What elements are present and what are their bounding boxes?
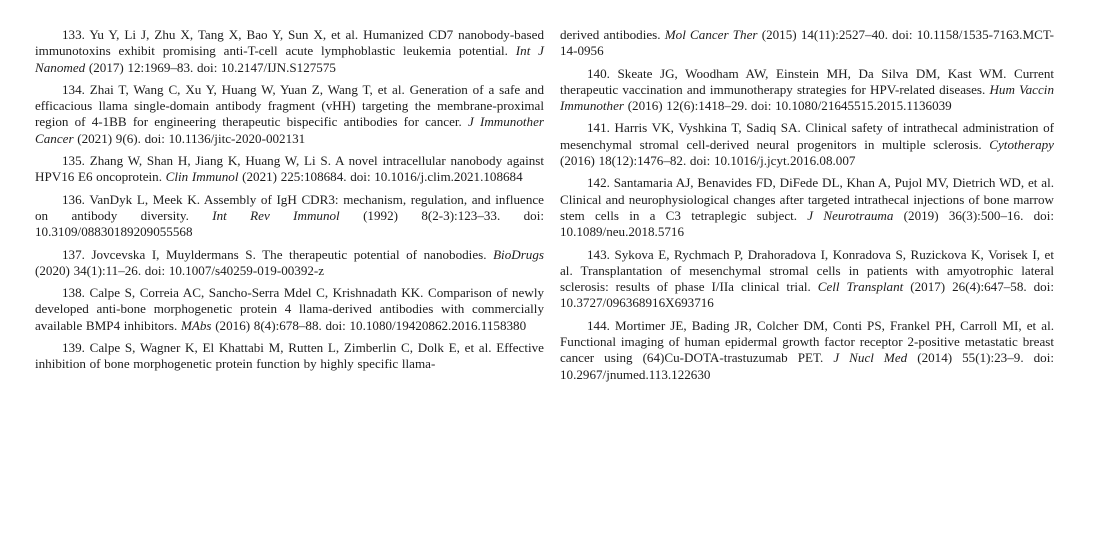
reference-item	[35, 192, 544, 241]
reference-text: (2016) 18(12):1476–82. doi: 10.1016/j.jcyt.2016.08.007	[560, 153, 856, 169]
reference-item	[560, 175, 1054, 240]
journal-name: J Neurotrauma	[807, 207, 894, 223]
journal-name: J Immunother Cancer	[35, 114, 544, 146]
reference-text: 143. Sykova E, Rychmach P, Drahoradova I, Konradova S, Ruzickova K, Vorisek I, et al. Transplantation of mesenchymal stromal cells in patients with amyotrophic lateral sclerosis: results of phase I/IIa clinical trial.	[560, 246, 1054, 295]
reference-text: 134. Zhai T, Wang C, Xu Y, Huang W, Yuan Z, Wang T, et al. Generation of a safe and efficacious llama single-domain antibody fragment (vHH) targeting the membrane-proximal region of 4-1BB for engineering therapeutic bispecific antibodies for cancer.	[35, 81, 544, 130]
journal-name: Int J Nanomed	[35, 43, 544, 75]
reference-text: 133. Yu Y, Li J, Zhu X, Tang X, Bao Y, Sun X, et al. Humanized CD7 nanobody-based immunotoxins exhibit promising anti-T-cell acute lymphoblastic leukemia potential.	[35, 27, 544, 59]
journal-name: Cytotherapy	[989, 136, 1054, 152]
reference-text: (2021) 9(6). doi: 10.1136/jitc-2020-002131	[73, 130, 306, 146]
references-column-left	[35, 27, 544, 389]
reference-item	[35, 247, 544, 280]
reference-item	[560, 318, 1054, 383]
reference-item	[35, 27, 544, 76]
reference-text: (1992) 8(2-3):123–33. doi: 10.3109/08830189209055568	[35, 207, 544, 240]
reference-item	[35, 285, 544, 334]
references-column-right	[560, 27, 1054, 389]
reference-item	[35, 340, 544, 373]
journal-name: MAbs	[180, 317, 212, 333]
reference-item	[560, 247, 1054, 312]
reference-text: (2021) 225:108684. doi: 10.1016/j.clim.2021.108684	[238, 169, 523, 185]
reference-text: 141. Harris VK, Vyshkina T, Sadiq SA. Clinical safety of intrathecal administration of mesenchymal stromal cell-derived neural progenitors in multiple sclerosis.	[560, 120, 1054, 152]
reference-text: 144. Mortimer JE, Bading JR, Colcher DM, Conti PS, Frankel PH, Carroll MI, et al. Functional imaging of human epidermal growth factor receptor 2-positive metastatic breast cancer using (64)Cu-DOTA-trastuzumab PET.	[560, 317, 1054, 366]
reference-text: (2019) 36(3):500–16. doi: 10.1089/neu.2018.5716	[560, 207, 1054, 240]
reference-text: 136. VanDyk L, Meek K. Assembly of IgH CDR3: mechanism, regulation, and influence on antibody diversity.	[35, 191, 544, 223]
reference-text: 142. Santamaria AJ, Benavides FD, DiFede DL, Khan A, Pujol MV, Dietrich WD, et al. Clinical and neurophysiological changes after targeted intrathecal injections of bone marrow stem cells in a C3 tetraplegic subject.	[560, 175, 1054, 223]
reference-text: (2017) 12:1969–83. doi: 10.2147/IJN.S127575	[85, 59, 336, 75]
reference-text: 138. Calpe S, Correia AC, Sancho-Serra Mdel C, Krishnadath KK. Comparison of newly developed anti-bone morphogenetic protein 4 llama-derived antibodies with commercially available BMP4 inhibitors.	[35, 285, 544, 333]
journal-name: BioDrugs	[493, 246, 544, 262]
reference-text: 135. Zhang W, Shan H, Jiang K, Huang W, Li S. A novel intracellular nanobody against HPV16 E6 oncoprotein.	[35, 153, 544, 185]
reference-text: 137. Jovcevska I, Muyldermans S. The therapeutic potential of nanobodies.	[62, 246, 494, 262]
reference-text: (2017) 26(4):647–58. doi: 10.3727/096368916X693716	[560, 279, 1054, 311]
journal-name: Cell Transplant	[817, 279, 904, 295]
reference-text: (2014) 55(1):23–9. doi: 10.2967/jnumed.113.122630	[560, 350, 1054, 382]
journal-name: Hum Vaccin Immunother	[560, 81, 1054, 114]
reference-continuation	[560, 27, 1054, 60]
reference-text: derived antibodies.	[560, 27, 665, 42]
journal-name: Mol Cancer Ther	[664, 27, 758, 42]
journal-name: Clin Immunol	[165, 169, 239, 185]
reference-text: (2015) 14(11):2527–40. doi: 10.1158/1535-7163.MCT-14-0956	[560, 27, 1054, 59]
reference-text: (2020) 34(1):11–26. doi: 10.1007/s40259-019-00392-z	[35, 262, 325, 278]
journal-name: Int Rev Immunol	[212, 207, 340, 223]
reference-text: 139. Calpe S, Wagner K, El Khattabi M, Rutten L, Zimberlin C, Dolk E, et al. Effective inhibition of bone morphogenetic protein function by highly specific llama-	[35, 340, 544, 372]
reference-item	[35, 153, 544, 186]
reference-item	[560, 66, 1054, 115]
reference-text: (2016) 12(6):1418–29. doi: 10.1080/21645515.2015.1136039	[624, 98, 952, 114]
reference-text: (2016) 8(4):678–88. doi: 10.1080/19420862.2016.1158380	[211, 317, 527, 333]
journal-name: J Nucl Med	[833, 350, 908, 366]
reference-item	[560, 120, 1054, 169]
reference-text: 140. Skeate JG, Woodham AW, Einstein MH, Da Silva DM, Kast WM. Current therapeutic vaccination and immunotherapy strategies for HPV-related diseases.	[560, 65, 1054, 97]
reference-item	[35, 82, 544, 147]
